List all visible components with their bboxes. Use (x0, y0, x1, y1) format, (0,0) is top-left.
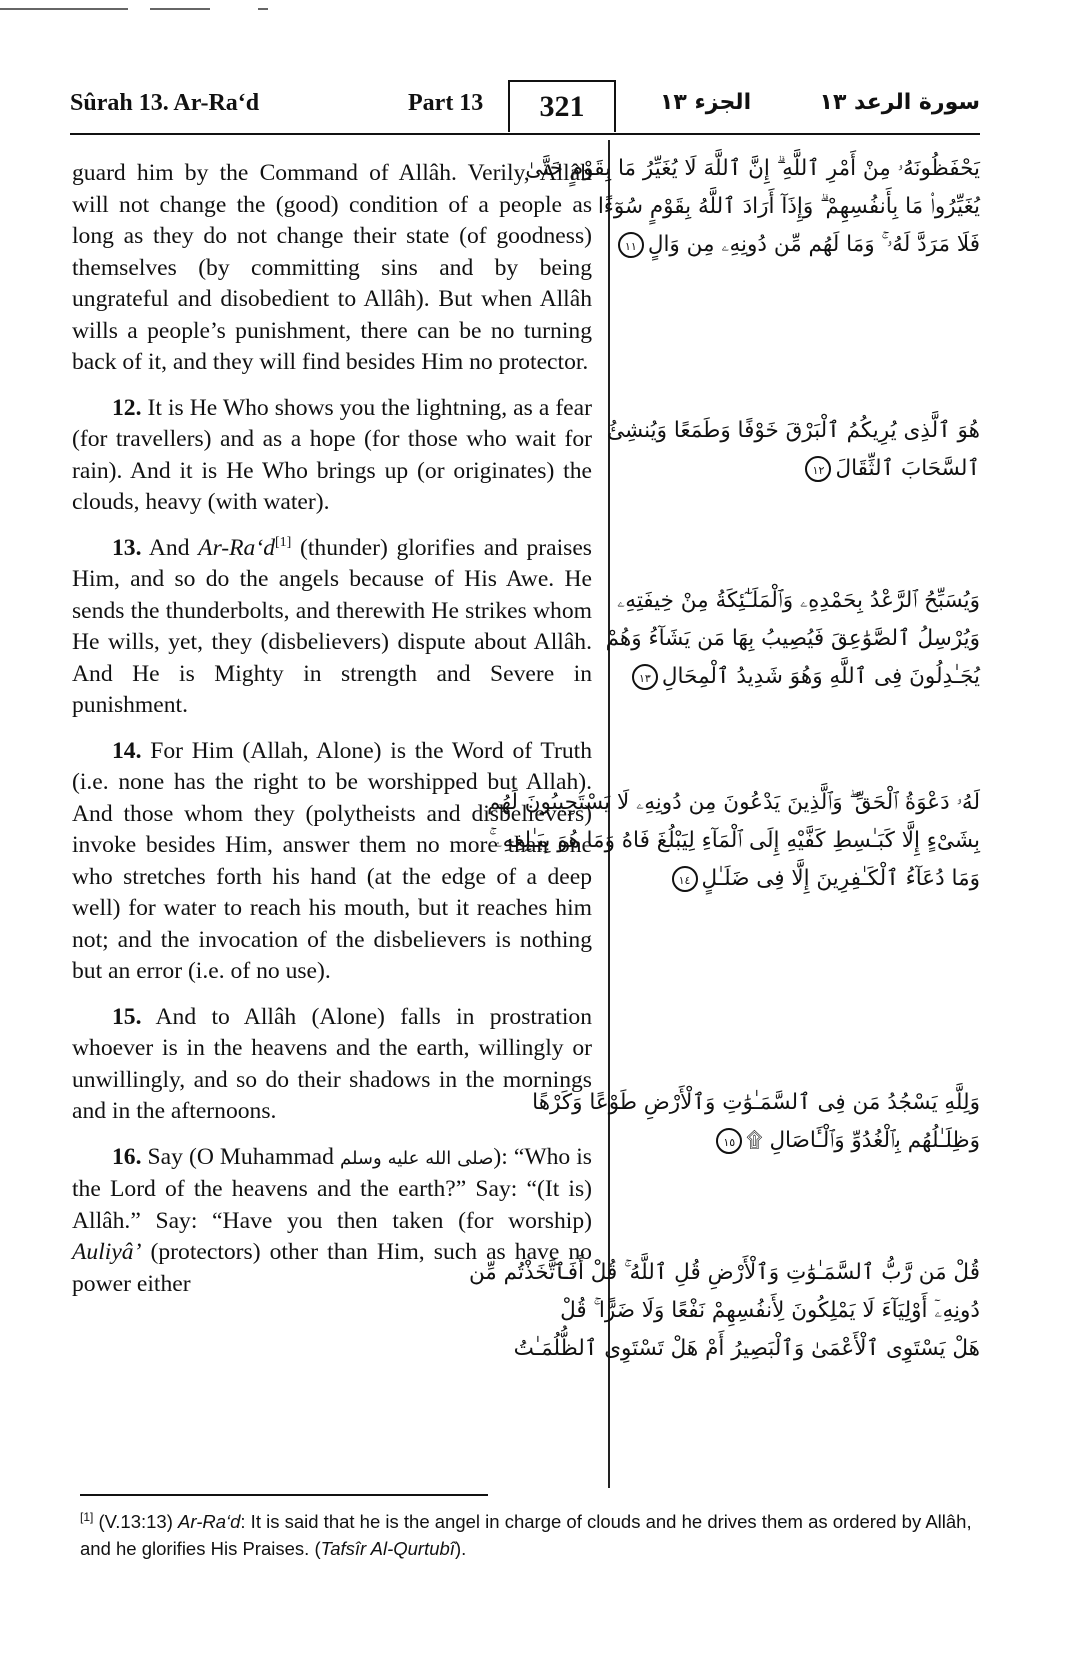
arabic-line (628, 860, 980, 898)
ayah-number-marker: ١١ (618, 232, 644, 258)
part-label-english: Part 13 (408, 90, 484, 116)
arabic-verse-13 (605, 582, 980, 696)
arabic-line (628, 1122, 980, 1160)
footnote-term: Ar-Ra‘d (178, 1511, 241, 1533)
part-label-arabic: الجزء ١٣ (660, 90, 752, 115)
footnote-marker: [1] (80, 1510, 94, 1524)
transliterated-term: Ar-Ra‘d (198, 534, 276, 561)
ayah-number-marker: ١٢ (805, 456, 831, 482)
footnote-reference[interactable]: [1] (275, 534, 292, 550)
arabic-line: بِشَىْءٍ إِلَّا كَبَـٰسِطِ كَفَّيْهِ إِلَى ٱلْمَآءِ لِيَبْلُغَ فَاهُ وَمَا هُوَ بِبَـٰلِغِهِۦ ۚ (489, 828, 980, 853)
footnote-ref: (V.13:13) (98, 1511, 173, 1533)
arabic-line: وَلِلَّهِ يَسْجُدُ مَن فِى ٱلسَّمَـٰوَٰتِ وَٱلْأَرْضِ طَوْعًا وَكَرْهًا (532, 1090, 980, 1115)
verse-text: And (148, 534, 190, 561)
ayah-number-marker: ١٤ (672, 866, 698, 892)
surah-title-arabic: سورة الرعد ١٣ (819, 90, 980, 115)
arabic-line: دُونِهِۦٓ أَوْلِيَآءَ لَا يَمْلِكُونَ لِأَنفُسِهِمْ نَفْعًا وَلَا ضَرًّا ۚ قُلْ (560, 1298, 980, 1323)
arabic-line: قُلْ مَن رَّبُّ ٱلسَّمَـٰوَٰتِ وَٱلْأَرْضِ قُلِ ٱللَّهُ ۚ قُلْ أَفَٱتَّخَذْتُم مِّن (468, 1260, 980, 1285)
arabic-line (624, 226, 980, 264)
ayah-number-marker: ١٣ (632, 664, 658, 690)
verse-13-translation (72, 533, 592, 722)
verse-number: 16. (112, 1143, 142, 1170)
verse-text: And to Allâh (Alone) falls in prostration whoever is in the heavens and the earth, willingly or unwillingly, and so do their shadows in the mornings and in the afternoons. (72, 1003, 592, 1124)
footnote-text: : It is said that he is the angel in charge of clouds and he drives them as ordered by Allâh, and he glorifies His Praises. ( (80, 1511, 972, 1560)
page-header (70, 80, 980, 136)
footnote (80, 1504, 1000, 1562)
arabic-line: هُوَ ٱلَّذِى يُرِيكُمُ ٱلْبَرْقَ خَوْفًا وَطَمَعًا وَيُنشِئُ (607, 418, 980, 443)
verse-number: 14. (112, 737, 142, 764)
verse-12-translation (72, 393, 592, 519)
verse-text: ): “Who is the Lord of the heavens and the earth?” Say: “(It is) Allâh.” Say: “Have you then taken (for worship) (72, 1143, 592, 1234)
arabic-text: وَمَا دُعَآءُ ٱلْكَـٰفِرِينَ إِلَّا فِى ضَلَـٰلٍ (701, 866, 980, 891)
transliterated-term: Auliyâ’ (72, 1239, 142, 1265)
verse-number: 12. (112, 394, 142, 421)
arabic-verse-11 (525, 150, 980, 264)
verse-text: (thunder) glorifies and praises Him, and so do the angels because of His Awe. He sends the thunderbolts, and therewith He strikes whom He wills, yet, they (disbelievers) dispute about Allâh. And He is Mighty in strength and Severe in punishment. (72, 534, 592, 718)
arabic-text: ٱلسَّحَابَ ٱلثِّقَالَ (835, 456, 980, 481)
verse-number: 13. (112, 534, 142, 561)
arabic-line: هَلْ يَسْتَوِى ٱلْأَعْمَىٰ وَٱلْبَصِيرُ أَمْ هَلْ تَسْتَوِى ٱلظُّلُمَـٰتُ (513, 1336, 980, 1361)
page-number: 321 (508, 80, 616, 132)
surah-title-english: Sûrah 13. Ar-Ra‘d (70, 90, 260, 116)
arabic-line (628, 658, 980, 696)
verse-text: (protectors) other than Him, such as have no power either (72, 1239, 592, 1297)
arabic-line: يُغَيِّرُوا۟ مَا بِأَنفُسِهِمْ ۗ وَإِذَآ أَرَادَ ٱللَّهُ بِقَوْمٍ سُوٓءًا (597, 194, 980, 219)
salawat-arabic: صلى الله عليه وسلم (339, 1147, 494, 1169)
arabic-line: يَحْفَظُونَهُۥ مِنْ أَمْرِ ٱللَّهِ ۗ إِنَّ ٱللَّهَ لَا يُغَيِّرُ مَا بِقَوْمٍ حَتَّىٰ (525, 156, 980, 181)
arabic-line (628, 450, 980, 488)
footnote-close: ). (454, 1538, 467, 1560)
ayah-number-marker: ١٥ (716, 1128, 742, 1154)
arabic-line: وَيُرْسِلُ ٱلصَّوَٰعِقَ فَيُصِيبُ بِهَا مَن يَشَآءُ وَهُمْ (605, 626, 980, 651)
arabic-line: لَهُۥ دَعْوَةُ ٱلْحَقِّ ۖ وَٱلَّذِينَ يَدْعُونَ مِن دُونِهِۦ لَا يَسْتَجِيبُونَ لَهُم (487, 790, 980, 815)
arabic-verse-14 (487, 784, 980, 898)
verse-14-translation (72, 736, 592, 988)
arabic-verse-12 (607, 412, 980, 488)
arabic-text: وَظِلَـٰلُهُم بِٱلْغُدُوِّ وَٱلْـَٔاصَالِ ۩ (746, 1128, 980, 1153)
arabic-verse-16 (468, 1254, 980, 1368)
verse-text: For Him (Allah, Alone) is the Word of Truth (i.e. none has the right to be worshipped but Allah). And those whom they (polytheists and disbelievers) invoke besides Him, answer them no more than one who stretches forth his hand (at the edge of a deep well) for water to reach his mouth, but it reaches him not; and the invocation of the disbelievers is nothing but an error (i.e. of no use). (72, 737, 592, 984)
verse-11-continuation: guard him by the Command of Allâh. Verily, Allâh will not change the (good) condition of a people as long as they do not change their state (of goodness) themselves (by committing sins and by being ungrateful and disobedient to Allâh). But when Allâh wills a people’s punishment, there can be no turning back of it, and they will find besides Him no protector. (72, 160, 592, 375)
english-translation-column (72, 158, 592, 1314)
arabic-line: وَيُسَبِّحُ ٱلرَّعْدُ بِحَمْدِهِۦ وَٱلْمَلَـٰٓئِكَةُ مِنْ خِيفَتِهِۦ (617, 588, 980, 613)
arabic-verse-15 (532, 1084, 980, 1160)
arabic-text: يُجَـٰدِلُونَ فِى ٱللَّهِ وَهُوَ شَدِيدُ ٱلْمِحَالِ (661, 664, 980, 689)
header-divider (70, 133, 980, 135)
verse-text: Say (O Muhammad (147, 1143, 334, 1170)
footnote-source: Tafsîr Al-Qurtubî (320, 1538, 455, 1560)
verse-text: It is He Who shows you the lightning, as a fear (for travellers) and as a hope (for those who wait for rain). And it is He Who brings up (or originates) the clouds, heavy (with water). (72, 394, 592, 515)
arabic-text: فَلَا مَرَدَّ لَهُۥ ۚ وَمَا لَهُم مِّن دُونِهِۦ مِن وَالٍ (647, 232, 980, 257)
scan-artifact (0, 0, 300, 14)
footnote-divider (80, 1494, 488, 1496)
verse-15-translation (72, 1002, 592, 1128)
verse-number: 15. (112, 1003, 142, 1030)
